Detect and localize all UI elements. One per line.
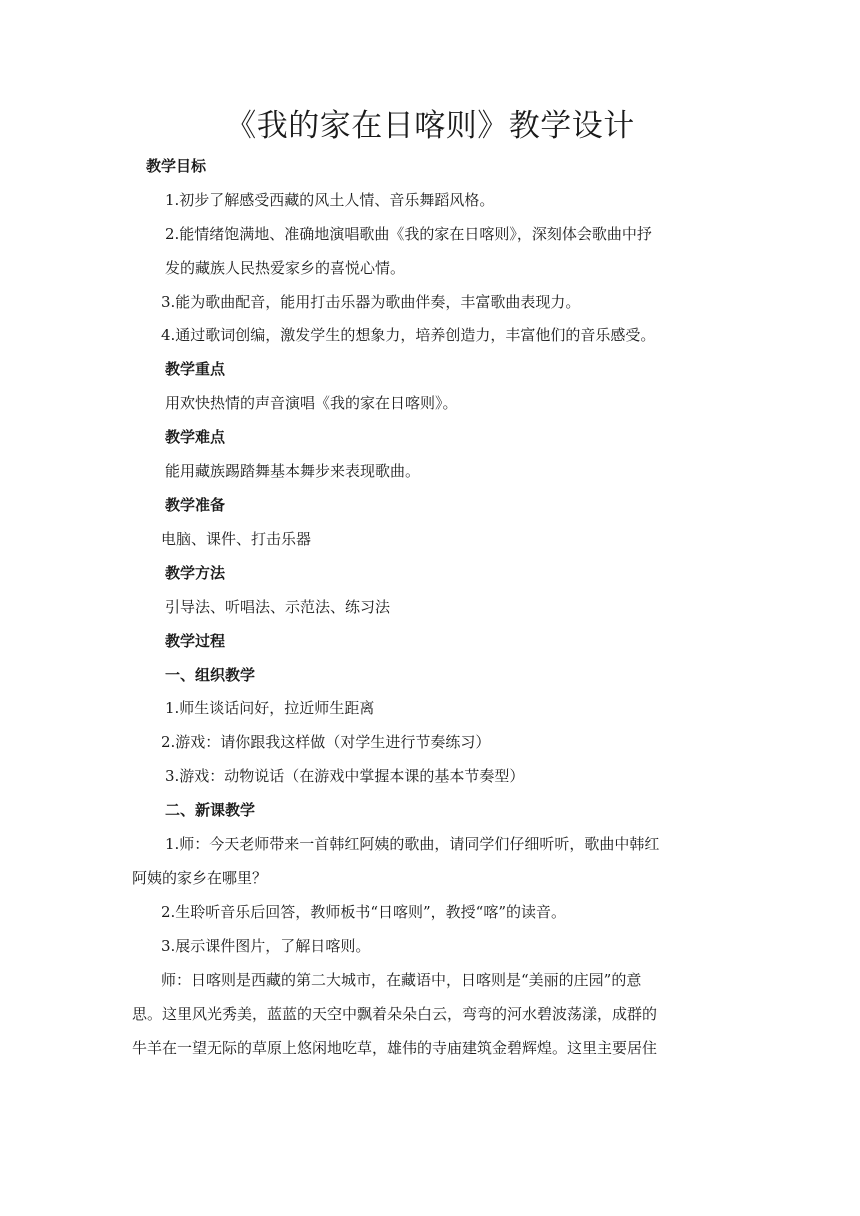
difficulty-text: 能用藏族踢踏舞基本舞步来表现歌曲。	[165, 462, 421, 480]
section2-line-7: 牛羊在一望无际的草原上悠闲地吃草，雄伟的寺庙建筑金碧辉煌。这里主要居住	[132, 1039, 658, 1057]
objective-3: 3.能为歌曲配音，能用打击乐器为歌曲伴奏，丰富歌曲表现力。	[161, 293, 581, 311]
objectives-heading: 教学目标	[146, 157, 207, 175]
section2-line-5: 师：日喀则是西藏的第二大城市，在藏语中，日喀则是“美丽的庄园”的意	[161, 971, 642, 989]
objective-2: 2.能情绪饱满地、准确地演唱歌曲《我的家在日喀则》，深刻体会歌曲中抒	[165, 225, 652, 243]
process-heading: 教学过程	[165, 632, 226, 650]
section1-item-2: 2.游戏：请你跟我这样做（对学生进行节奏练习）	[161, 733, 491, 751]
section1-heading: 一、组织教学	[165, 666, 256, 684]
key-point-heading: 教学重点	[165, 360, 226, 378]
document-title: 《我的家在日喀则》教学设计	[225, 108, 635, 144]
section2-heading: 二、新课教学	[165, 801, 256, 819]
difficulty-heading: 教学难点	[165, 428, 226, 446]
objective-2-cont: 发的藏族人民热爱家乡的喜悦心情。	[165, 259, 406, 277]
section1-item-1: 1.师生谈话问好，拉近师生距离	[165, 699, 375, 717]
preparation-text: 电脑、课件、打击乐器	[161, 530, 312, 548]
section2-line-6: 思。这里风光秀美，蓝蓝的天空中飘着朵朵白云，弯弯的河水碧波荡漾，成群的	[132, 1005, 658, 1023]
section2-line-3: 2.生聆听音乐后回答，教师板书“日喀则”，教授“喀”的读音。	[161, 903, 566, 921]
objective-1: 1.初步了解感受西藏的风土人情、音乐舞蹈风格。	[165, 191, 495, 209]
objective-4: 4.通过歌词创编，激发学生的想象力，培养创造力，丰富他们的音乐感受。	[161, 326, 656, 344]
section2-line-1: 1.师：今天老师带来一首韩红阿姨的歌曲，请同学们仔细听听，歌曲中韩红	[165, 835, 660, 853]
key-point-text: 用欢快热情的声音演唱《我的家在日喀则》。	[165, 394, 458, 412]
section1-item-3: 3.游戏：动物说话（在游戏中掌握本课的基本节奏型）	[165, 767, 525, 785]
section2-line-2: 阿姨的家乡在哪里？	[132, 869, 268, 887]
preparation-heading: 教学准备	[165, 496, 226, 514]
method-text: 引导法、听唱法、示范法、练习法	[165, 598, 391, 616]
section2-line-4: 3.展示课件图片，了解日喀则。	[161, 937, 371, 955]
method-heading: 教学方法	[165, 564, 226, 582]
